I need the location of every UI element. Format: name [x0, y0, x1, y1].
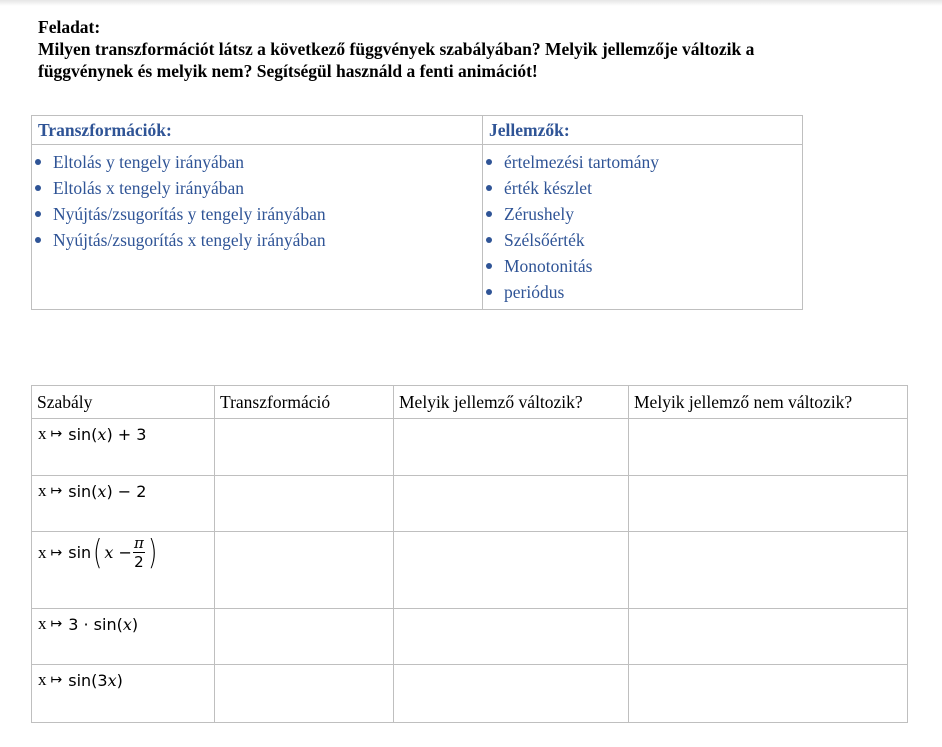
mapsto-arrow: ↦ [50, 544, 63, 561]
header-transformation: Transzformáció [215, 386, 394, 419]
list-item [486, 253, 802, 279]
inner-expression [104, 543, 132, 562]
answer-cell-transformation[interactable] [215, 609, 394, 665]
answer-cell-unchanged[interactable] [629, 665, 908, 723]
expr-part: sin(3 [68, 670, 108, 690]
answer-cell-changes[interactable] [394, 476, 629, 532]
expr-part: ) [116, 670, 123, 690]
mapsto-arrow: ↦ [50, 616, 63, 632]
bullet-icon [35, 159, 41, 165]
bullet-icon [486, 237, 492, 243]
viewer-top-shadow [0, 0, 942, 6]
function-rule [38, 534, 214, 571]
list-item [486, 149, 802, 175]
rule-cell [32, 609, 215, 665]
list-item-text: Eltolás y tengely irányában [53, 152, 244, 172]
bullet-icon [35, 185, 41, 191]
transformations-header: Transzformációk: [32, 116, 483, 145]
header-rule: Szabály [32, 386, 215, 419]
header-changes: Melyik jellemző változik? [394, 386, 629, 419]
function-name: sin [68, 543, 92, 562]
expr-part: ) [131, 614, 139, 634]
bullet-icon [486, 211, 492, 217]
expr-variable: x [97, 424, 107, 444]
list-item-text: periódus [504, 282, 565, 302]
table-row [32, 665, 908, 723]
fraction [133, 534, 145, 571]
list-item [486, 175, 802, 201]
answer-cell-unchanged[interactable] [629, 419, 908, 476]
mapsto-arrow: ↦ [50, 426, 63, 442]
list-item-text: Szélsőérték [504, 230, 585, 250]
rule-variable: x [38, 424, 47, 443]
answer-cell-unchanged[interactable] [629, 532, 908, 609]
task-text-line-1: Milyen transzformációt látsz a következő függvények szabályában? Melyik jellemzője változik a [38, 39, 755, 59]
bullet-icon [35, 211, 41, 217]
minus-sign: − [113, 543, 132, 562]
rule-expression [68, 482, 146, 501]
list-item [35, 201, 482, 227]
task-block [38, 16, 918, 82]
properties-list [483, 145, 802, 305]
answer-cell-changes[interactable] [394, 419, 629, 476]
fraction-denominator: 2 [134, 553, 144, 571]
function-rule [38, 614, 214, 634]
bullet-icon [486, 289, 492, 295]
answer-cell-unchanged[interactable] [629, 476, 908, 532]
list-item-text: Nyújtás/zsugorítás x tengely irányában [53, 230, 326, 250]
list-item-text: Zérushely [504, 204, 574, 224]
bullet-icon [35, 237, 41, 243]
expr-part: sin( [68, 481, 98, 501]
rule-variable: x [38, 670, 47, 689]
rule-cell [32, 419, 215, 476]
rule-expression [68, 671, 123, 690]
transformations-cell [32, 145, 483, 310]
bullet-icon [486, 263, 492, 269]
list-item-text: Eltolás x tengely irányában [53, 178, 244, 198]
list-item [486, 201, 802, 227]
answer-cell-changes[interactable] [394, 532, 629, 609]
answer-cell-changes[interactable] [394, 609, 629, 665]
list-item-text: értelmezési tartomány [504, 152, 659, 172]
list-item-text: érték készlet [504, 178, 592, 198]
expr-variable: x [97, 481, 107, 501]
rule-cell [32, 476, 215, 532]
expr-part: 3 · sin( [68, 614, 123, 634]
expr-variable: x [107, 670, 117, 690]
function-rule [38, 670, 214, 690]
properties-cell [483, 145, 803, 310]
exercise-table [31, 385, 908, 723]
rule-expression [68, 425, 146, 444]
list-item [35, 149, 482, 175]
list-item [486, 227, 802, 253]
expr-part: sin( [68, 424, 98, 444]
list-item [486, 279, 802, 305]
table-row [32, 476, 908, 532]
answer-cell-transformation[interactable] [215, 476, 394, 532]
expr-part: ) + 3 [106, 424, 147, 444]
list-item [35, 227, 482, 253]
list-item-text: Monotonitás [504, 256, 593, 276]
function-rule [38, 481, 214, 501]
expr-variable: x [104, 543, 114, 562]
rule-expression [68, 615, 138, 634]
task-heading: Feladat: [38, 17, 101, 37]
answer-cell-changes[interactable] [394, 665, 629, 723]
list-item-text: Nyújtás/zsugorítás y tengely irányában [53, 204, 326, 224]
rule-variable: x [38, 542, 47, 562]
left-paren: ( [93, 532, 103, 573]
function-rule [38, 424, 214, 444]
answer-cell-unchanged[interactable] [629, 609, 908, 665]
rule-variable: x [38, 481, 47, 500]
rule-cell [32, 665, 215, 723]
table-row [32, 532, 908, 609]
reference-table [31, 115, 803, 310]
answer-cell-transformation[interactable] [215, 419, 394, 476]
right-paren: ) [147, 532, 158, 573]
table-row [32, 419, 908, 476]
fraction-numerator: π [133, 534, 144, 552]
bullet-icon [486, 159, 492, 165]
rule-variable: x [38, 614, 47, 633]
list-item [35, 175, 482, 201]
answer-cell-transformation[interactable] [215, 532, 394, 609]
bullet-icon [486, 185, 492, 191]
answer-cell-transformation[interactable] [215, 665, 394, 723]
expr-variable: x [122, 614, 132, 634]
header-unchanged: Melyik jellemző nem változik? [629, 386, 908, 419]
mapsto-arrow: ↦ [50, 672, 63, 688]
expr-part: ) − 2 [106, 481, 147, 501]
transformations-list [32, 145, 482, 253]
task-text-line-2: függvénynek és melyik nem? Segítségül használd a fenti animációt! [38, 61, 538, 81]
rule-cell [32, 532, 215, 609]
mapsto-arrow: ↦ [50, 483, 63, 499]
table-row [32, 609, 908, 665]
properties-header: Jellemzők: [483, 116, 803, 145]
